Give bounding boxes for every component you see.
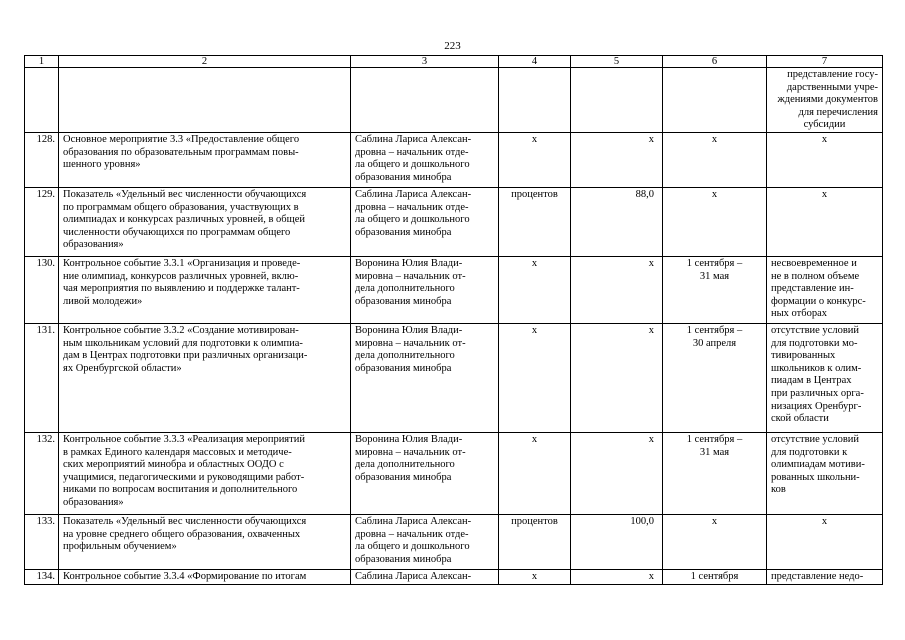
row-responsible-line: ла общего и дошкольного [355,214,470,226]
row-responsible-line: образования минобра [355,171,452,183]
row-number: 132. [25,432,59,514]
row-name-line: Основное мероприятие 3.3 «Предоставление общего [63,133,300,145]
row-name-line: ливой молодежи» [63,295,143,307]
row-date [663,514,767,569]
row-responsible-line: ла общего и дошкольного [355,159,470,171]
row-responsible [351,432,499,514]
row-note-line: для подготовки мо- [771,337,858,349]
plan-table [24,55,883,585]
row-value: 88,0 [571,187,663,256]
row-number: 133. [25,514,59,569]
row-name-line: Показатель «Удельный вес численности обучающихся [63,515,307,527]
row-responsible-line: образования минобра [355,362,452,374]
row-responsible [351,256,499,323]
row-note [767,514,883,569]
row-note [767,132,883,187]
row-note-line: х [821,133,828,145]
row-date [663,187,767,256]
row-number: 134. [25,569,59,584]
row-date-line: 31 мая [699,270,730,282]
row-date-line: 31 мая [699,446,730,458]
row-responsible-line: Воронина Юлия Влади- [355,257,463,269]
row-name [59,432,351,514]
row-number [25,68,59,133]
row-date-line: х [711,133,718,145]
row-responsible-line: мировна – начальник от- [355,337,466,349]
row-date [663,132,767,187]
row-name-line: олимпиадах и конкурсах различных уровней, в общей [63,214,305,226]
row-date [663,256,767,323]
row-note [767,68,883,133]
table-row [25,187,883,256]
row-value: х [571,569,663,584]
row-responsible-line: мировна – начальник от- [355,270,466,282]
header-cell-5: 5 [571,56,663,68]
row-value: х [571,132,663,187]
row-name [59,323,351,432]
row-responsible-line: Воронина Юлия Влади- [355,324,463,336]
row-name-line: Контрольное событие 3.3.4 «Формирование по итогам [63,570,307,582]
row-date-line: х [711,188,718,200]
row-unit: процентов [499,187,571,256]
row-note-line: дарственными учре- [786,81,878,93]
row-responsible [351,187,499,256]
row-responsible [351,323,499,432]
row-note [767,569,883,584]
row-note-line: отсутствие условий [771,433,860,445]
header-cell-2: 2 [59,56,351,68]
row-note-line: представление госу- [787,69,878,80]
row-note-line: ков [771,484,786,496]
row-name-line: образования по образовательным программам повы- [63,146,299,158]
row-responsible-line: Саблина Лариса Алексан- [355,188,472,200]
row-name-line: дам в Центрах подготовки при различных организаци- [63,350,308,362]
row-responsible-line: дровна – начальник отде- [355,146,469,158]
row-unit: х [499,132,571,187]
row-name-line: учащимися, педагогическими и руководящими работ- [63,471,305,483]
row-date [663,569,767,584]
row-note-line: ждениями документов [777,94,878,106]
row-note-line: для подготовки к [771,446,848,458]
row-name [59,187,351,256]
row-responsible-line: дровна – начальник отде- [355,528,469,540]
row-responsible [351,514,499,569]
row-responsible-line: образования минобра [355,295,452,307]
row-name [59,514,351,569]
header-cell-7: 7 [767,56,883,68]
row-note-line: ской области [771,413,829,425]
row-note-line: не в полном объеме [771,270,860,282]
row-value [571,68,663,133]
row-note-line: для перечисления [798,106,878,118]
row-number: 131. [25,323,59,432]
row-name-line: шенного уровня» [63,159,141,171]
row-note-line: формации о конкурс- [771,295,866,307]
row-responsible-line: Саблина Лариса Алексан- [355,515,472,527]
row-note-line: представление недо- [771,570,864,582]
row-responsible-line: ла общего и дошкольного [355,541,470,553]
row-number: 128. [25,132,59,187]
row-name [59,569,351,584]
row-name-line: Контрольное событие 3.3.1 «Организация и проведе- [63,257,301,269]
row-name-line: образования» [63,496,124,508]
row-name-line: ным школьникам условий для подготовки к олимпиа- [63,337,303,349]
row-responsible [351,569,499,584]
row-note [767,187,883,256]
row-responsible-line: дровна – начальник отде- [355,201,469,213]
row-responsible-line: дела дополнительного [355,283,455,295]
row-note-line: рованных школьни- [771,471,860,483]
row-note [767,323,883,432]
row-date-line: 1 сентября – [686,257,743,269]
row-responsible-line: образования минобра [355,226,452,238]
row-responsible-line: Саблина Лариса Алексан- [355,570,472,582]
row-responsible-line: образования минобра [355,471,452,483]
table-row [25,323,883,432]
row-name [59,132,351,187]
table-row [25,256,883,323]
header-cell-3: 3 [351,56,499,68]
row-name-line: никами по вопросам воспитания и дополнительного [63,484,298,496]
row-name-line: численности обучающихся по программам общего [63,226,291,238]
row-note [767,432,883,514]
row-name-line: Контрольное событие 3.3.3 «Реализация мероприятий [63,433,305,445]
row-unit: х [499,432,571,514]
row-responsible-line: образования минобра [355,553,452,565]
row-unit: процентов [499,514,571,569]
row-name-line: Показатель «Удельный вес численности обучающихся [63,188,307,200]
row-name-line: профильным обучением» [63,541,177,553]
header-cell-4: 4 [499,56,571,68]
row-name-line: по программам общего образования, участвующих в [63,201,299,213]
table-row [25,569,883,584]
row-note-line: представление ин- [771,283,854,295]
header-cell-6: 6 [663,56,767,68]
row-responsible-line: Саблина Лариса Алексан- [355,133,472,145]
row-value: х [571,256,663,323]
row-value: х [571,432,663,514]
row-value: х [571,323,663,432]
row-note-line: олимпиадам мотиви- [771,459,865,471]
row-note-line: ных отборах [771,308,828,320]
table-row [25,432,883,514]
row-date [663,323,767,432]
row-date-line: 30 апреля [692,337,737,349]
row-name-line: чая мероприятия по выявлению и поддержке талант- [63,283,300,295]
row-responsible [351,68,499,133]
row-date [663,432,767,514]
row-name-line: ние олимпиад, конкурсов различных уровней, вклю- [63,270,299,282]
row-name [59,68,351,133]
header-cell-1: 1 [25,56,59,68]
table-row [25,68,883,133]
row-responsible-line: мировна – начальник от- [355,446,466,458]
row-note-line: отсутствие условий [771,324,860,336]
row-number: 130. [25,256,59,323]
row-name-line: образования» [63,239,124,251]
row-date-line: 1 сентября [690,570,739,582]
row-responsible-line: Воронина Юлия Влади- [355,433,463,445]
row-note-line: низациях Оренбург- [771,400,862,412]
row-date-line: х [711,515,718,527]
row-note [767,256,883,323]
row-responsible [351,132,499,187]
row-note-line: х [821,188,828,200]
page-number: 223 [444,40,461,52]
row-date-line: 1 сентября – [686,433,743,445]
row-name-line: в рамках Единого календаря массовых и методиче- [63,446,292,458]
row-name-line: ях Оренбургской области» [63,362,182,374]
row-responsible-line: дела дополнительного [355,350,455,362]
row-name-line: на уровне среднего общего образования, охваченных [63,528,301,540]
row-note-line: при различных орга- [771,387,864,399]
row-date [663,68,767,133]
row-note-line: х [821,515,828,527]
row-responsible-line: дела дополнительного [355,459,455,471]
row-note-line: школьников к олим- [771,362,862,374]
row-unit: х [499,256,571,323]
row-name [59,256,351,323]
row-note-line: несвоевременное и [771,257,857,269]
row-name-line: Контрольное событие 3.3.2 «Создание мотивирован- [63,324,299,336]
header-row [25,56,883,68]
table-row [25,132,883,187]
row-note-line: пиадам в Центрах [771,375,852,387]
row-date-line: 1 сентября – [686,324,743,336]
row-unit: х [499,323,571,432]
row-note-line: тивированных [771,350,836,362]
row-value: 100,0 [571,514,663,569]
row-number: 129. [25,187,59,256]
row-unit: х [499,569,571,584]
row-note-line: субсидии [803,119,846,131]
row-unit [499,68,571,133]
row-name-line: ских мероприятий минобра и областных ООДО с [63,459,284,471]
table-row [25,514,883,569]
